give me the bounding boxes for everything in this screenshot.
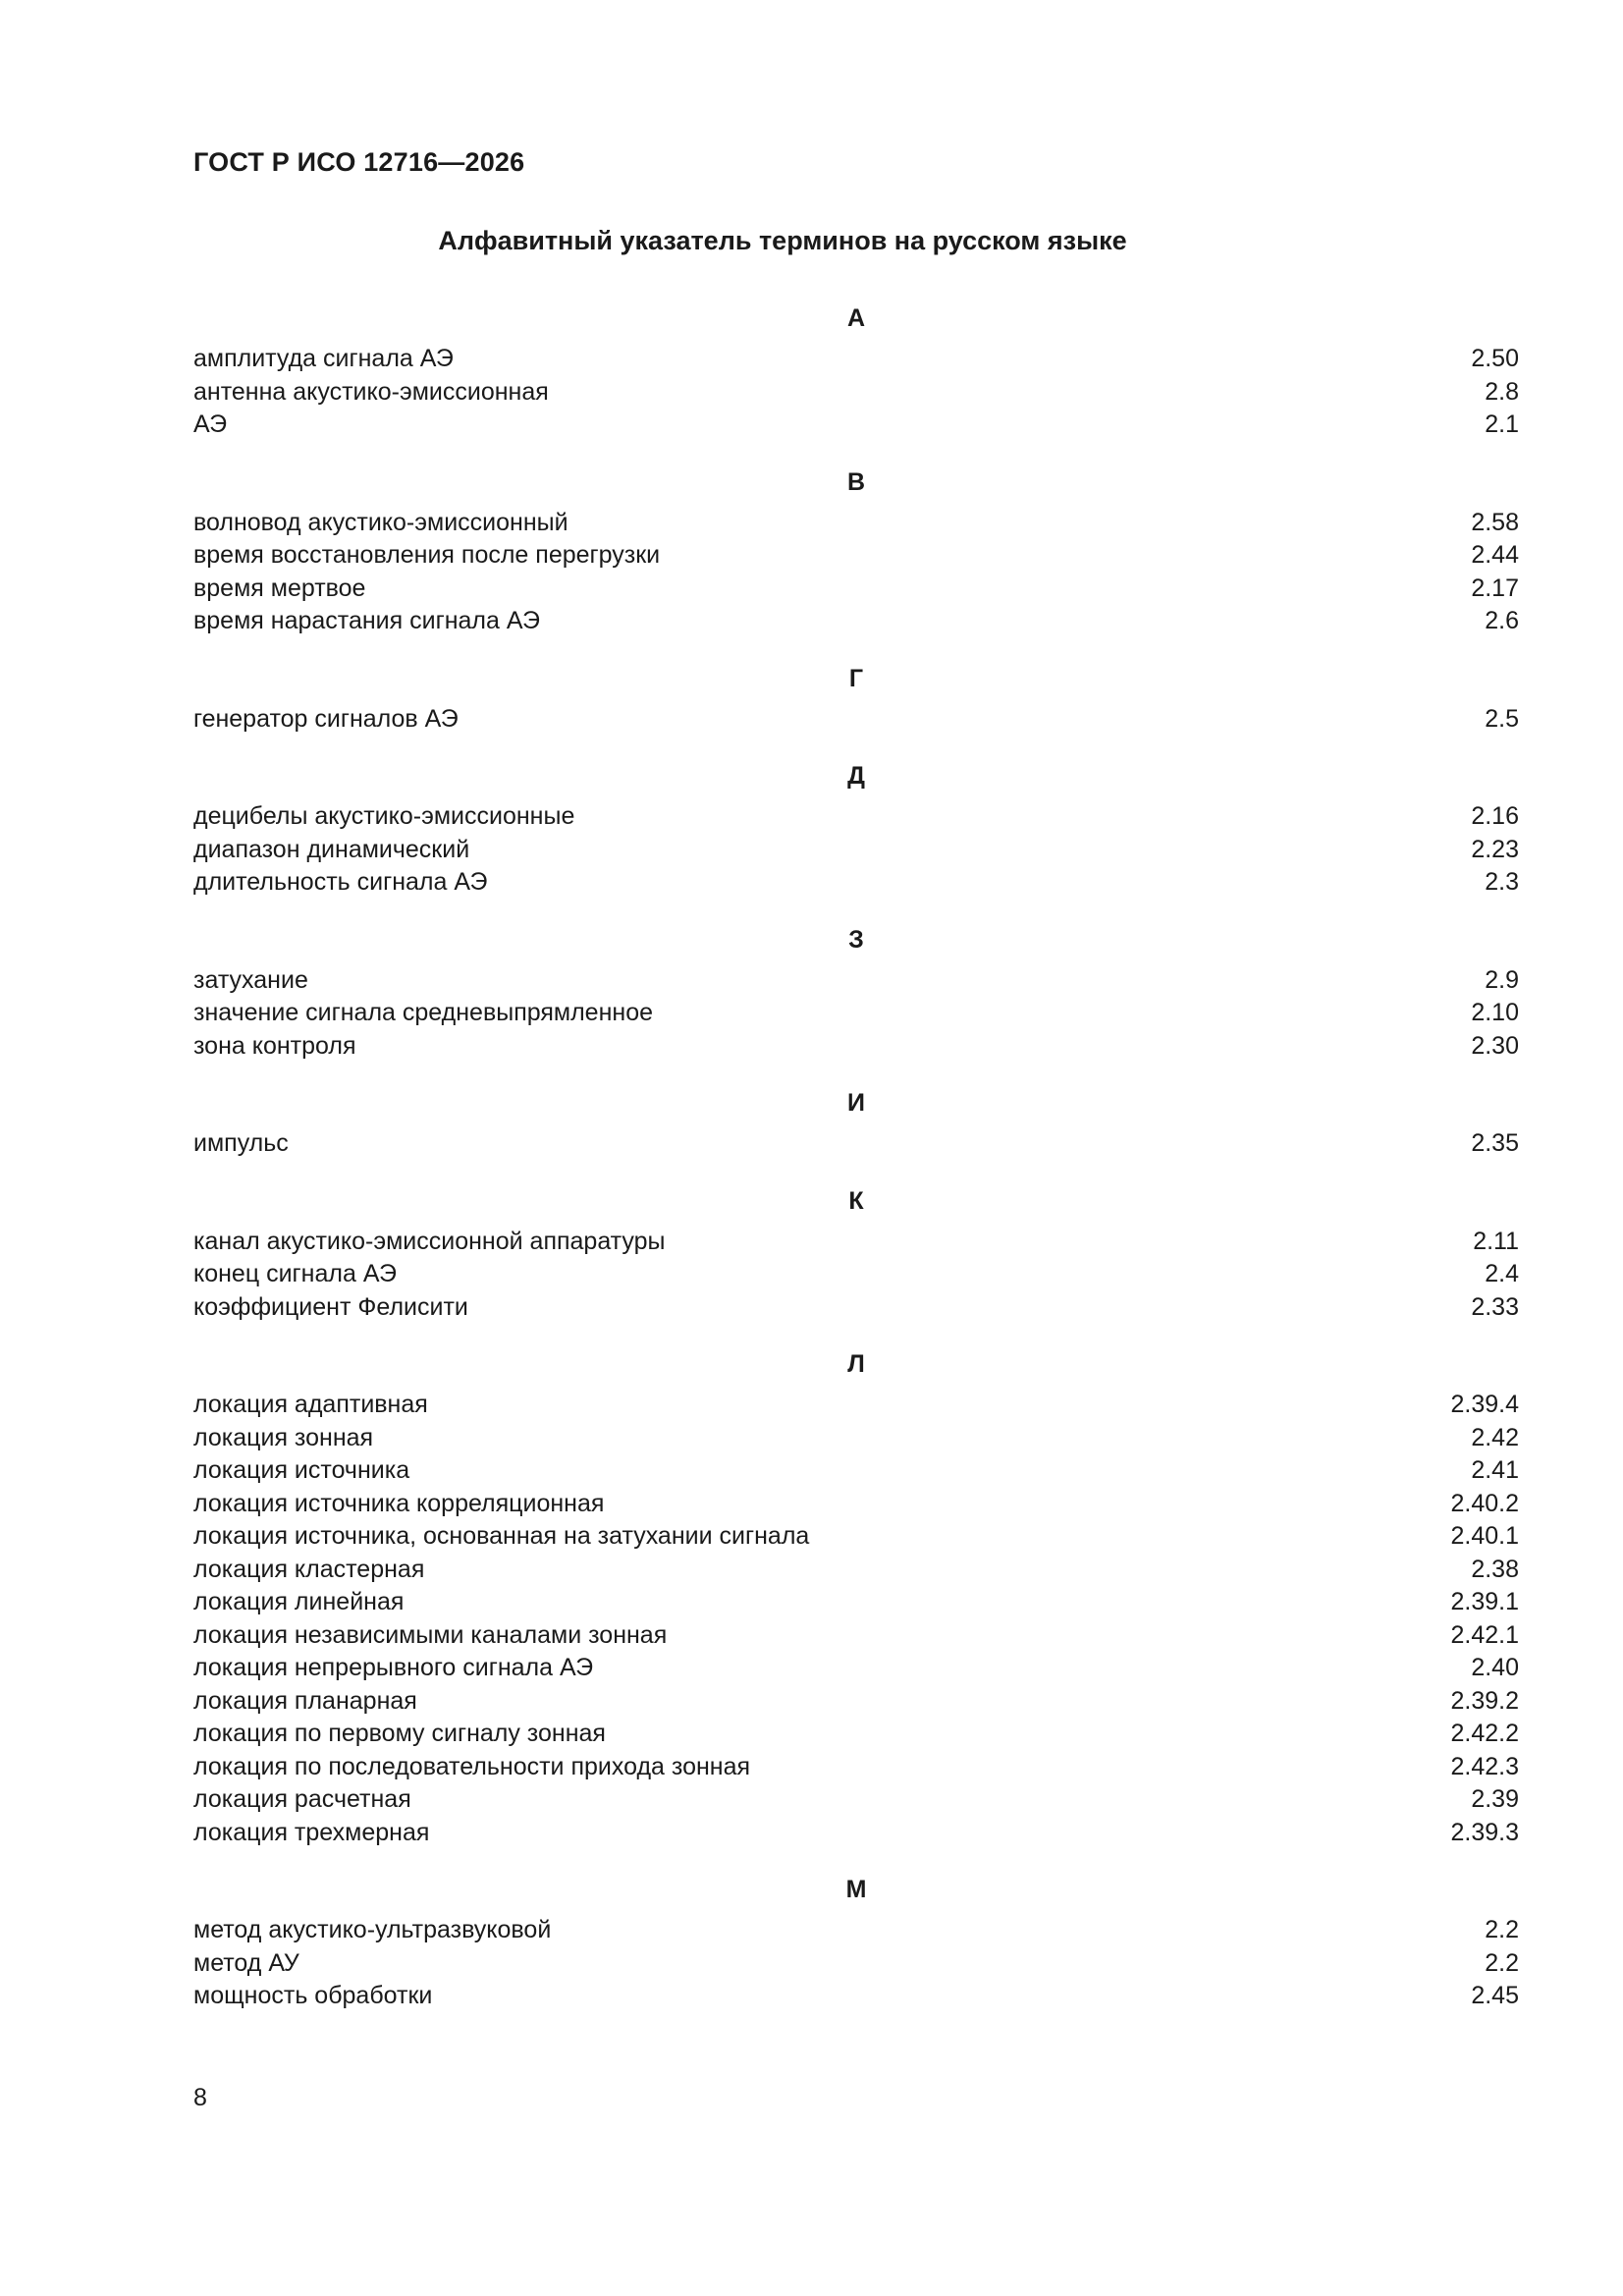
entry-term: локация планарная [193,1686,417,1715]
entry-term: локация зонная [193,1423,374,1451]
section-letter-heading: Г [848,664,864,692]
index-entry [193,1520,1519,1554]
entry-list [193,1389,1519,1849]
index-entry [193,1783,1519,1817]
index-section [193,1078,1519,1161]
entry-term: канал акустико-эмиссионной аппаратуры [193,1227,666,1255]
index-entry [193,1685,1519,1719]
entry-term: локация независимыми каналами зонная [193,1620,668,1649]
index-section [193,915,1519,1064]
entry-term: зона контроля [193,1031,356,1060]
section-letter-heading: И [847,1089,865,1117]
entry-clause-number: 2.8 [1485,377,1519,406]
entry-clause-number: 2.39.3 [1450,1818,1519,1846]
index-section [193,654,1519,737]
entry-term: метод акустико-ультразвуковой [193,1916,552,1943]
index-section [193,1339,1519,1849]
index-section [193,751,1519,900]
entry-term: локация источника [193,1456,410,1484]
index-entry [193,1422,1519,1455]
index-entry [193,1817,1519,1850]
entry-clause-number: 2.42.3 [1450,1752,1519,1780]
index-entry [193,1718,1519,1751]
index-entry [193,1980,1519,2013]
index-entry [193,343,1519,376]
entry-clause-number: 2.40.2 [1450,1489,1519,1517]
index-entry [193,573,1519,606]
index-entry [193,1488,1519,1521]
entry-clause-number: 2.11 [1473,1227,1519,1255]
entry-term: локация по последовательности прихода зонная [193,1752,751,1780]
entry-term: длительность сигнала АЭ [193,868,488,896]
entry-list [193,1226,1519,1325]
entry-term: время нарастания сигнала АЭ [193,607,540,634]
index-entry [193,800,1519,834]
entry-clause-number: 2.39.4 [1450,1391,1519,1418]
entry-clause-number: 2.45 [1471,1982,1519,2009]
entry-clause-number: 2.42.1 [1450,1620,1519,1649]
entry-clause-number: 2.2 [1485,1916,1519,1943]
entry-clause-number: 2.50 [1471,345,1519,372]
index-entry [193,539,1519,573]
entry-term: диапазон динамический [193,835,470,863]
entry-term: импульс [193,1129,289,1157]
entry-clause-number: 2.4 [1485,1260,1519,1287]
section-letter-heading: З [848,925,864,954]
entry-term: метод АУ [193,1948,299,1977]
entry-clause-number: 2.41 [1471,1456,1519,1484]
entry-clause-number: 2.17 [1471,574,1519,602]
entry-clause-number: 2.39.1 [1450,1588,1519,1615]
entry-clause-number: 2.1 [1485,410,1519,438]
entry-clause-number: 2.42.2 [1450,1720,1519,1747]
section-letter-heading: А [846,304,866,332]
index-entry [193,1127,1519,1161]
term-index [193,294,1519,2029]
entry-clause-number: 2.23 [1471,835,1519,863]
entry-term: конец сигнала АЭ [193,1260,397,1287]
index-entry [193,703,1519,737]
entry-term: локация адаптивная [193,1391,428,1418]
entry-term: локация трехмерная [193,1818,430,1846]
index-entry [193,605,1519,638]
entry-clause-number: 2.39 [1471,1785,1519,1813]
index-entry [193,1454,1519,1488]
entry-list [193,343,1519,442]
index-entry [193,1226,1519,1259]
index-entry [193,834,1519,867]
index-section [193,294,1519,442]
entry-term: генератор сигналов АЭ [193,704,459,733]
entry-clause-number: 2.44 [1471,541,1519,569]
entry-clause-number: 2.35 [1471,1129,1519,1157]
index-entry [193,1554,1519,1587]
entry-list [193,1127,1519,1161]
entry-clause-number: 2.40.1 [1450,1522,1519,1550]
entry-clause-number: 2.38 [1471,1555,1519,1583]
index-entry [193,376,1519,410]
entry-clause-number: 2.42 [1471,1423,1519,1451]
entry-term: время восстановления после перегрузки [193,541,661,569]
entry-clause-number: 2.39.2 [1450,1686,1519,1715]
entry-clause-number: 2.3 [1485,868,1519,896]
entry-term: амплитуда сигнала АЭ [193,345,454,372]
entry-clause-number: 2.16 [1471,802,1519,830]
index-entry [193,997,1519,1030]
entry-term: затухание [193,965,308,994]
entry-term: локация по первому сигналу зонная [193,1720,606,1747]
entry-list [193,507,1519,638]
entry-term: локация непрерывного сигнала АЭ [193,1654,594,1681]
index-entry [193,1914,1519,1947]
index-section [193,1865,1519,2013]
index-entry [193,1586,1519,1619]
section-letter-heading: М [845,1876,867,1903]
index-section [193,458,1519,638]
index-section [193,1176,1519,1325]
entry-term: коэффициент Фелисити [193,1292,468,1321]
section-letter-heading: В [846,467,866,496]
entry-clause-number: 2.9 [1485,965,1519,994]
section-letter-heading: К [848,1186,864,1215]
index-entry [193,1751,1519,1784]
index-entry [193,507,1519,540]
entry-term: локация расчетная [193,1785,411,1813]
entry-clause-number: 2.5 [1485,704,1519,733]
index-entry [193,1030,1519,1064]
entry-clause-number: 2.10 [1471,999,1519,1026]
index-entry [193,1258,1519,1291]
entry-clause-number: 2.58 [1471,508,1519,536]
entry-term: децибелы акустико-эмиссионные [193,802,575,830]
page-number: 8 [193,2084,207,2111]
entry-term: антенна акустико-эмиссионная [193,377,549,406]
index-entry [193,1619,1519,1653]
entry-term: АЭ [193,410,228,438]
index-title: Алфавитный указатель терминов на русском языке [438,226,1127,255]
entry-clause-number: 2.2 [1485,1948,1519,1977]
index-entry [193,964,1519,998]
index-entry [193,1947,1519,1981]
entry-term: мощность обработки [193,1982,433,2009]
entry-list [193,800,1519,900]
index-entry [193,409,1519,442]
entry-term: локация источника корреляционная [193,1489,605,1517]
entry-term: время мертвое [193,574,366,602]
document-code: ГОСТ Р ИСО 12716—2026 [193,147,525,177]
entry-list [193,703,1519,737]
section-letter-heading: Л [847,1350,865,1378]
index-entry [193,866,1519,900]
index-entry [193,1291,1519,1325]
entry-clause-number: 2.40 [1471,1654,1519,1681]
section-letter-heading: Д [847,762,865,790]
entry-clause-number: 2.30 [1471,1031,1519,1060]
entry-list [193,964,1519,1064]
index-entry [193,1389,1519,1422]
entry-term: локация источника, основанная на затухании сигнала [193,1522,810,1550]
entry-term: локация линейная [193,1588,405,1615]
entry-term: значение сигнала средневыпрямленное [193,999,654,1026]
entry-term: волновод акустико-эмиссионный [193,508,568,536]
entry-list [193,1914,1519,2013]
entry-clause-number: 2.33 [1471,1292,1519,1321]
entry-term: локация кластерная [193,1555,425,1583]
index-entry [193,1652,1519,1685]
entry-clause-number: 2.6 [1485,607,1519,634]
